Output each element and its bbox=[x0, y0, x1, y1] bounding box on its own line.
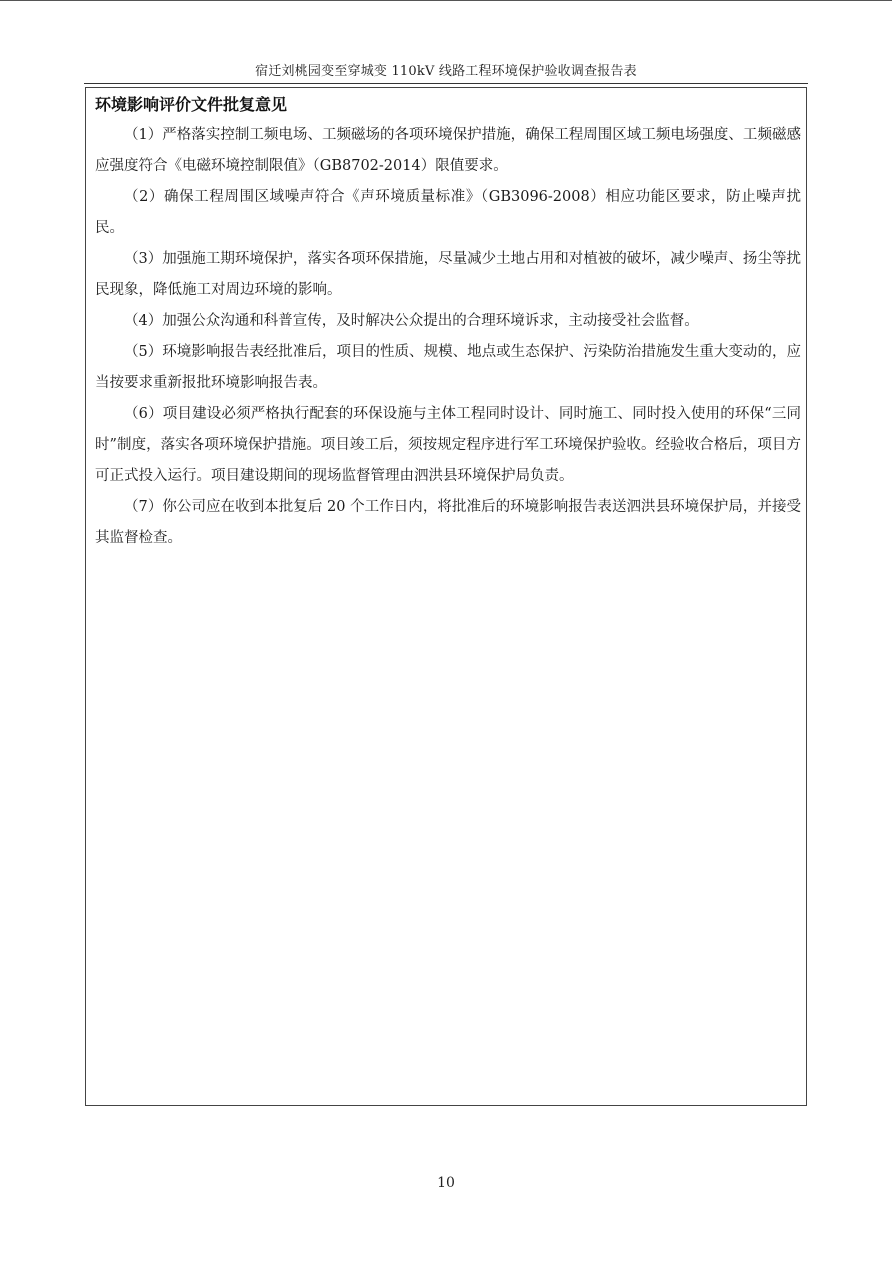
page-top-border bbox=[0, 0, 892, 1]
header-divider bbox=[84, 83, 808, 84]
opinion-item-7: （7）你公司应在收到本批复后 20 个工作日内，将批准后的环境影响报告表送泗洪县环境保护局，并接受其监督检查。 bbox=[95, 499, 801, 546]
opinion-item-2: （2）确保工程周围区域噪声符合《声环境质量标准》（GB3096-2008）相应功能区要求，防止噪声扰民。 bbox=[95, 189, 801, 236]
opinion-item-5: （5）环境影响报告表经批准后，项目的性质、规模、地点或生态保护、污染防治措施发生重大变动的，应当按要求重新报批环境影响报告表。 bbox=[95, 344, 801, 391]
page-number: 10 bbox=[437, 1175, 455, 1191]
approval-opinion-box bbox=[85, 87, 807, 1106]
opinion-item-6: （6）项目建设必须严格执行配套的环保设施与主体工程同时设计、同时施工、同时投入使用的环保“三同时”制度，落实各项环境保护措施。项目竣工后，须按规定程序进行军工环境保护验收。经验收合格后，项目方可正式投入运行。项目建设期间的现场监督管理由泗洪县环境保护局负责。 bbox=[95, 406, 801, 484]
opinion-list bbox=[95, 120, 801, 554]
opinion-item-1: （1）严格落实控制工频电场、工频磁场的各项环境保护措施，确保工程周围区域工频电场强度、工频磁感应强度符合《电磁环境控制限值》（GB8702-2014）限值要求。 bbox=[95, 127, 801, 174]
running-header-title: 宿迁刘桃园变至穿城变 110kV 线路工程环境保护验收调查报告表 bbox=[255, 64, 637, 79]
opinion-item-3: （3）加强施工期环境保护，落实各项环保措施，尽量减少土地占用和对植被的破坏，减少噪声、扬尘等扰民现象，降低施工对周边环境的影响。 bbox=[95, 251, 801, 298]
opinion-item-4: （4）加强公众沟通和科普宣传，及时解决公众提出的合理环境诉求，主动接受社会监督。 bbox=[124, 313, 699, 329]
section-heading: 环境影响评价文件批复意见 bbox=[95, 95, 288, 114]
